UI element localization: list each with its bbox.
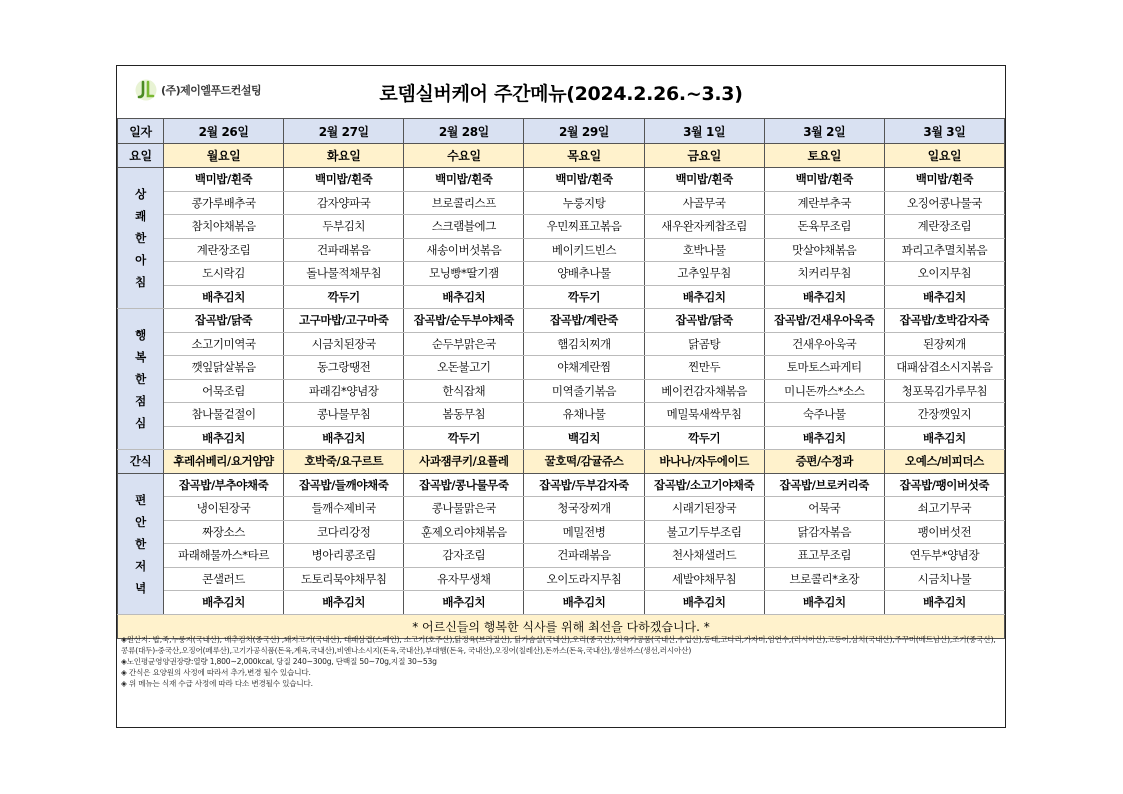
lunch-label-char: 한 [135, 372, 146, 386]
dinner-item: 연두부*양념장 [884, 544, 1004, 568]
dinner-row [118, 591, 1005, 615]
lunch-row [118, 426, 1005, 450]
dinner-label-char: 안 [135, 514, 146, 529]
breakfast-item: 백미밥/흰죽 [884, 168, 1004, 192]
dinner-row [118, 520, 1005, 544]
lunch-item: 봄동무침 [404, 403, 524, 427]
dinner-item: 병아리콩조림 [284, 544, 404, 568]
breakfast-item: 새우완자케찹조림 [644, 215, 764, 239]
date-cell: 2월 28일 [404, 119, 524, 144]
breakfast-row [118, 262, 1005, 286]
company-name: (주)제이엘푸드컨설팅 [161, 84, 262, 97]
breakfast-item: 베이키드빈스 [524, 238, 644, 262]
date-cell: 3월 1일 [644, 119, 764, 144]
lunch-row [118, 403, 1005, 427]
breakfast-item: 꽈리고추멸치볶음 [884, 238, 1004, 262]
lunch-item: 햄김치찌개 [524, 332, 644, 356]
dinner-label [118, 473, 164, 614]
lunch-item: 참나물겉절이 [164, 403, 284, 427]
header [117, 66, 1005, 118]
dinner-item: 세발야채무침 [644, 567, 764, 591]
dinner-item: 배추김치 [404, 591, 524, 615]
lunch-row [118, 332, 1005, 356]
dinner-item: 메밀전병 [524, 520, 644, 544]
lunch-item: 잡곡밥/순두부야채죽 [404, 309, 524, 333]
dinner-item: 브로콜리*초장 [764, 567, 884, 591]
breakfast-row [118, 168, 1005, 192]
dinner-item: 콘샐러드 [164, 567, 284, 591]
dinner-label-char: 녁 [135, 580, 146, 595]
dinner-item: 들깨수제비국 [284, 497, 404, 521]
breakfast-item: 백미밥/흰죽 [404, 168, 524, 192]
date-cell: 2월 27일 [284, 119, 404, 144]
dinner-item: 잡곡밥/브로커리죽 [764, 473, 884, 497]
note-line: ◈ 간식은 요양원의 사정에 따라서 추가,변경 될수 있습니다. [121, 668, 311, 677]
dinner-item: 콩나물맑은국 [404, 497, 524, 521]
lunch-item: 숙주나물 [764, 403, 884, 427]
dinner-item: 냉이된장국 [164, 497, 284, 521]
lunch-item: 깍두기 [404, 426, 524, 450]
lunch-item: 잡곡밥/닭죽 [164, 309, 284, 333]
weekday-label: 요일 [118, 144, 164, 168]
lunch-label-char: 행 [135, 328, 146, 342]
breakfast-label-char: 상 [135, 187, 146, 201]
lunch-item: 콩나물무침 [284, 403, 404, 427]
dinner-row [118, 473, 1005, 497]
breakfast-item: 우민찌표고볶음 [524, 215, 644, 239]
weekly-menu-table [117, 118, 1005, 639]
weekday-cell: 화요일 [284, 144, 404, 168]
dinner-item: 도토리묵야채무침 [284, 567, 404, 591]
breakfast-row [118, 191, 1005, 215]
lunch-item: 잡곡밥/닭죽 [644, 309, 764, 333]
breakfast-item: 브로콜리스프 [404, 191, 524, 215]
lunch-item: 배추김치 [164, 426, 284, 450]
lunch-label-char: 복 [135, 350, 146, 364]
dinner-item: 시금치나물 [884, 567, 1004, 591]
breakfast-label [118, 168, 164, 309]
snack-item: 오예스/비피더스 [884, 450, 1004, 474]
dinner-item: 배추김치 [644, 591, 764, 615]
breakfast-item: 계란장조림 [884, 215, 1004, 239]
lunch-item: 된장찌개 [884, 332, 1004, 356]
dinner-item: 잡곡밥/두부감자죽 [524, 473, 644, 497]
breakfast-item: 배추김치 [164, 285, 284, 309]
lunch-item: 깻잎닭살볶음 [164, 356, 284, 380]
breakfast-label-char: 한 [135, 231, 146, 245]
date-row [118, 119, 1005, 144]
dinner-item: 청국장찌개 [524, 497, 644, 521]
weekday-cell: 목요일 [524, 144, 644, 168]
dinner-row [118, 544, 1005, 568]
breakfast-item: 백미밥/흰죽 [644, 168, 764, 192]
lunch-item: 백김치 [524, 426, 644, 450]
dinner-item: 코다리강정 [284, 520, 404, 544]
breakfast-row [118, 215, 1005, 239]
note-line: ◈노인평균영양권장량:열량 1,800~2,000kcal, 당질 240~300g, 단백질 50~70g,지질 30~53g [121, 657, 437, 666]
lunch-label-char: 심 [135, 416, 146, 430]
lunch-item: 고구마밥/고구마죽 [284, 309, 404, 333]
lunch-item: 메밀묵새싹무침 [644, 403, 764, 427]
weekday-cell: 일요일 [884, 144, 1004, 168]
breakfast-item: 돈육무조림 [764, 215, 884, 239]
dinner-item: 짜장소스 [164, 520, 284, 544]
dinner-item: 잡곡밥/부추야채죽 [164, 473, 284, 497]
lunch-item: 잡곡밥/건새우아욱죽 [764, 309, 884, 333]
breakfast-item: 백미밥/흰죽 [284, 168, 404, 192]
breakfast-item: 양배추나물 [524, 262, 644, 286]
lunch-item: 간장깻잎지 [884, 403, 1004, 427]
dinner-item: 불고기두부조림 [644, 520, 764, 544]
breakfast-item: 사골무국 [644, 191, 764, 215]
date-label: 일자 [118, 119, 164, 144]
lunch-item: 미역줄기볶음 [524, 379, 644, 403]
lunch-item: 오돈불고기 [404, 356, 524, 380]
dinner-item: 유자무생채 [404, 567, 524, 591]
breakfast-item: 감자양파국 [284, 191, 404, 215]
dinner-row [118, 567, 1005, 591]
lunch-item: 유채나물 [524, 403, 644, 427]
breakfast-item: 스크램블에그 [404, 215, 524, 239]
breakfast-item: 누룽지탕 [524, 191, 644, 215]
lunch-item: 배추김치 [884, 426, 1004, 450]
breakfast-item: 백미밥/흰죽 [524, 168, 644, 192]
lunch-item: 순두부맑은국 [404, 332, 524, 356]
breakfast-item: 백미밥/흰죽 [764, 168, 884, 192]
snack-item: 호박죽/요구르트 [284, 450, 404, 474]
breakfast-item: 새송이버섯볶음 [404, 238, 524, 262]
dinner-item: 배추김치 [524, 591, 644, 615]
breakfast-label-char: 침 [135, 275, 146, 289]
breakfast-item: 건파래볶음 [284, 238, 404, 262]
weekday-cell: 금요일 [644, 144, 764, 168]
dinner-item: 닭감자볶음 [764, 520, 884, 544]
snack-label: 간식 [118, 450, 164, 474]
lunch-item: 토마토스파게티 [764, 356, 884, 380]
date-cell: 2월 29일 [524, 119, 644, 144]
breakfast-label-char: 쾌 [135, 209, 146, 223]
breakfast-item: 콩가루배추국 [164, 191, 284, 215]
breakfast-item: 오징어콩나물국 [884, 191, 1004, 215]
menu-sheet [116, 65, 1006, 728]
dinner-item: 배추김치 [764, 591, 884, 615]
lunch-item: 잡곡밥/호박감자죽 [884, 309, 1004, 333]
dinner-item: 천사채샐러드 [644, 544, 764, 568]
snack-item: 바나나/자두에이드 [644, 450, 764, 474]
dinner-label-char: 한 [135, 536, 146, 551]
date-cell: 2월 26일 [164, 119, 284, 144]
breakfast-item: 맛살야채볶음 [764, 238, 884, 262]
snack-row [118, 450, 1005, 474]
lunch-row [118, 379, 1005, 403]
lunch-item: 건새우아욱국 [764, 332, 884, 356]
dinner-item: 건파래볶음 [524, 544, 644, 568]
dinner-item: 파래해물까스*타르 [164, 544, 284, 568]
breakfast-item: 배추김치 [764, 285, 884, 309]
dinner-item: 배추김치 [164, 591, 284, 615]
lunch-item: 찐만두 [644, 356, 764, 380]
note-line: ◈ 위 메뉴는 식재 수급 사정에 따라 다소 변경될수 있습니다. [121, 679, 313, 688]
lunch-item: 청포묵김가루무침 [884, 379, 1004, 403]
dinner-item: 감자조림 [404, 544, 524, 568]
breakfast-item: 백미밥/흰죽 [164, 168, 284, 192]
breakfast-item: 두부김치 [284, 215, 404, 239]
dinner-item: 시래기된장국 [644, 497, 764, 521]
lunch-item: 한식잡채 [404, 379, 524, 403]
lunch-item: 베이컨감자채볶음 [644, 379, 764, 403]
breakfast-label-char: 아 [135, 253, 146, 267]
lunch-item: 동그랑땡전 [284, 356, 404, 380]
lunch-item: 파래김*양념장 [284, 379, 404, 403]
lunch-item: 깍두기 [644, 426, 764, 450]
dinner-item: 어묵국 [764, 497, 884, 521]
weekday-row [118, 144, 1005, 168]
lunch-item: 배추김치 [764, 426, 884, 450]
weekday-cell: 월요일 [164, 144, 284, 168]
breakfast-item: 배추김치 [884, 285, 1004, 309]
snack-item: 후레쉬베리/요거얌얌 [164, 450, 284, 474]
breakfast-row [118, 285, 1005, 309]
lunch-item: 배추김치 [284, 426, 404, 450]
lunch-item: 대패삼겹소시지볶음 [884, 356, 1004, 380]
breakfast-item: 도시락김 [164, 262, 284, 286]
breakfast-item: 치커리무침 [764, 262, 884, 286]
lunch-item: 닭곰탕 [644, 332, 764, 356]
lunch-item: 야채계란찜 [524, 356, 644, 380]
dinner-row [118, 497, 1005, 521]
note-line: ◈원산지: 밥,죽,누룽지(국내산), 배추김치(중국산) ,돼지고기(국내산), 대패삼겹(스페인), 소고기(호주산),닭정육(브라질산), 닭가슴살(국내산),오리(중국산),식육가공품(국내산,수입산),동태,코다리,가자미,임연수,(러시아산),고등어,삼치(국내산),주꾸미(베트남산),조기(중국산),콩류(대두)-중국산,오징어(페루산),고기가공식품(돈육,계육,국내산),비엔나소시지(돈육,국내산),부대햄(돈육, 국내산),오징어(칠레산),돈까스(돈육,국내산),생선까스(생선,러시아산) [121, 635, 996, 655]
lunch-row [118, 309, 1005, 333]
lunch-item: 어묵조림 [164, 379, 284, 403]
snack-item: 꿀호떡/감귤쥬스 [524, 450, 644, 474]
date-cell: 3월 2일 [764, 119, 884, 144]
dinner-item: 오이도라지무침 [524, 567, 644, 591]
dinner-item: 표고무조림 [764, 544, 884, 568]
lunch-label-char: 점 [135, 394, 146, 408]
breakfast-item: 돌나물적채무침 [284, 262, 404, 286]
breakfast-item: 계란장조림 [164, 238, 284, 262]
breakfast-item: 계란부추국 [764, 191, 884, 215]
dinner-item: 팽이버섯전 [884, 520, 1004, 544]
lunch-item: 잡곡밥/계란죽 [524, 309, 644, 333]
breakfast-item: 깍두기 [284, 285, 404, 309]
breakfast-item: 호박나물 [644, 238, 764, 262]
dinner-item: 잡곡밥/콩나물무죽 [404, 473, 524, 497]
breakfast-item: 깍두기 [524, 285, 644, 309]
breakfast-item: 모닝빵*딸기잼 [404, 262, 524, 286]
lunch-item: 소고기미역국 [164, 332, 284, 356]
dinner-label-char: 편 [135, 492, 146, 507]
breakfast-item: 오이지무침 [884, 262, 1004, 286]
dinner-item: 잡곡밥/팽이버섯죽 [884, 473, 1004, 497]
snack-item: 사과잼쿠키/요플레 [404, 450, 524, 474]
page-title: 로뎀실버케어 주간메뉴(2024.2.26.~3.3) [379, 83, 743, 105]
footer-message: * 어르신들의 행복한 식사를 위해 최선을 다하겠습니다. * [118, 614, 1005, 638]
dinner-item: 배추김치 [884, 591, 1004, 615]
snack-item: 증편/수정과 [764, 450, 884, 474]
weekday-cell: 토요일 [764, 144, 884, 168]
dinner-item: 훈제오리야채볶음 [404, 520, 524, 544]
dinner-item: 잡곡밥/들깨야채죽 [284, 473, 404, 497]
dinner-item: 쇠고기무국 [884, 497, 1004, 521]
breakfast-item: 고추잎무침 [644, 262, 764, 286]
lunch-label [118, 309, 164, 450]
dinner-item: 배추김치 [284, 591, 404, 615]
breakfast-item: 참치야채볶음 [164, 215, 284, 239]
date-cell: 3월 3일 [884, 119, 1004, 144]
dinner-label-char: 저 [135, 558, 146, 573]
weekday-cell: 수요일 [404, 144, 524, 168]
lunch-row [118, 356, 1005, 380]
breakfast-item: 배추김치 [644, 285, 764, 309]
notes-section [117, 631, 1005, 689]
breakfast-row [118, 238, 1005, 262]
breakfast-item: 배추김치 [404, 285, 524, 309]
dinner-item: 잡곡밥/소고기야채죽 [644, 473, 764, 497]
lunch-item: 시금치된장국 [284, 332, 404, 356]
lunch-item: 미니돈까스*소스 [764, 379, 884, 403]
